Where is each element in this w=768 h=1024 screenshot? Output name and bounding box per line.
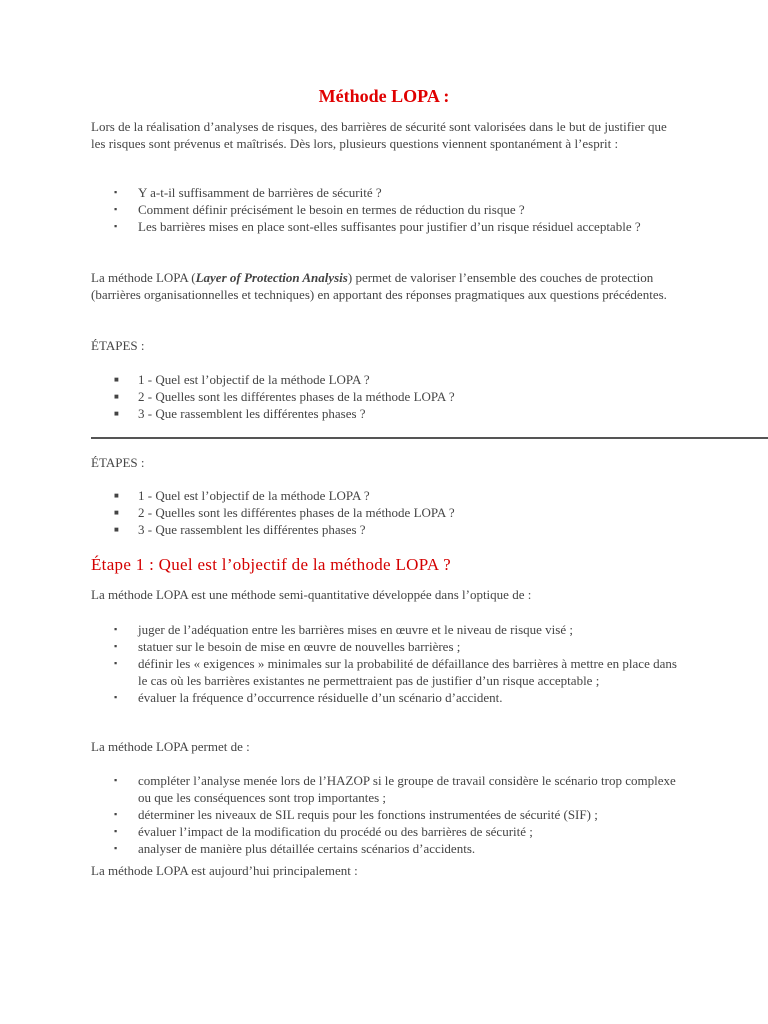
list-item: ▪ Les barrières mises en place sont-elles suffisantes pour justifier d’un risque résiduel acceptable ? xyxy=(114,219,641,234)
today-intro: La méthode LOPA est aujourd’hui principalement : xyxy=(91,863,358,878)
list-item: ▪ juger de l’adéquation entre les barrières mises en œuvre et le niveau de risque visé ; xyxy=(114,622,573,637)
permits-intro: La méthode LOPA permet de : xyxy=(91,739,250,754)
step1-heading: Étape 1 : Quel est l’objectif de la méthode LOPA ? xyxy=(91,555,451,574)
bullet-marker: ▪ xyxy=(114,658,118,668)
steps-list-repeat xyxy=(0,487,680,538)
bullet-marker: ▪ xyxy=(114,826,118,836)
lopa-definition-paragraph: La méthode LOPA (Layer of Protection Analysis) permet de valoriser l’ensemble des couches de protection (barrières organisationnelles et techniques) en apportant des réponses pragmatiques aux questions précédentes. xyxy=(91,270,667,302)
bullet-marker: ▪ xyxy=(114,187,118,197)
bullet-marker: ▪ xyxy=(114,204,118,214)
bullet-marker: ▪ xyxy=(114,692,118,702)
bullet-marker: ■ xyxy=(114,375,119,384)
list-item: ■ 1 - Quel est l’objectif de la méthode LOPA ? xyxy=(114,372,370,387)
bullet-marker: ▪ xyxy=(114,775,118,785)
document-title: Méthode LOPA : xyxy=(318,86,450,106)
bullet-marker: ■ xyxy=(114,392,119,401)
bullet-marker: ■ xyxy=(114,508,119,517)
list-item: ▪ Comment définir précisément le besoin en termes de réduction du risque ? xyxy=(114,202,525,217)
list-item: ■ 2 - Quelles sont les différentes phases de la méthode LOPA ? xyxy=(114,389,455,404)
list-item: ▪ Y a-t-il suffisamment de barrières de sécurité ? xyxy=(114,185,382,200)
list-item: ■ 1 - Quel est l’objectif de la méthode LOPA ? xyxy=(114,488,370,503)
list-item: ▪ évaluer la fréquence d’occurrence résiduelle d’un scénario d’accident. xyxy=(114,690,503,705)
list-item: ▪ déterminer les niveaux de SIL requis pour les fonctions instrumentées de sécurité (SIF) ; xyxy=(114,807,598,822)
list-item: ▪ compléter l’analyse menée lors de l’HAZOP si le groupe de travail considère le scénario trop complexe ou que les conséquences sont trop importantes ; xyxy=(114,773,676,805)
step1-intro: La méthode LOPA est une méthode semi-quantitative développée dans l’optique de : xyxy=(91,587,532,602)
lopa-acronym-emphasis: Layer of Protection Analysis xyxy=(195,270,348,285)
steps-label: ÉTAPES : xyxy=(91,338,145,353)
list-item: ▪ analyser de manière plus détaillée certains scénarios d’accidents. xyxy=(114,841,476,856)
list-item: ▪ définir les « exigences » minimales sur la probabilité de défaillance des barrières à mettre en place dans le cas où les barrières existantes ne permettraient pas de justifier d’un risque acceptable ; xyxy=(114,656,677,688)
bullet-marker: ▪ xyxy=(114,641,118,651)
questions-list xyxy=(0,184,680,235)
list-item: ▪ statuer sur le besoin de mise en œuvre de nouvelles barrières ; xyxy=(114,639,461,654)
list-item: ■ 2 - Quelles sont les différentes phases de la méthode LOPA ? xyxy=(114,505,455,520)
bullet-marker: ■ xyxy=(114,491,119,500)
list-item: ■ 3 - Que rassemblent les différentes phases ? xyxy=(114,522,366,537)
objectives-list xyxy=(0,621,680,706)
list-item: ■ 3 - Que rassemblent les différentes phases ? xyxy=(114,406,366,421)
bullet-marker: ▪ xyxy=(114,624,118,634)
bullet-marker: ■ xyxy=(114,409,119,418)
horizontal-divider xyxy=(91,437,768,439)
intro-paragraph: Lors de la réalisation d’analyses de risques, des barrières de sécurité sont valorisées dans le but de justifier que les risques sont prévenus et maîtrisés. Dès lors, plusieurs questions viennent spontanément à l’esprit : xyxy=(91,119,667,151)
steps-list xyxy=(0,371,680,422)
permits-list xyxy=(0,772,680,857)
bullet-marker: ▪ xyxy=(114,221,118,231)
bullet-marker: ■ xyxy=(114,525,119,534)
bullet-marker: ▪ xyxy=(114,809,118,819)
steps-label-repeat: ÉTAPES : xyxy=(91,455,145,470)
list-item: ▪ évaluer l’impact de la modification du procédé ou des barrières de sécurité ; xyxy=(114,824,533,839)
bullet-marker: ▪ xyxy=(114,843,118,853)
